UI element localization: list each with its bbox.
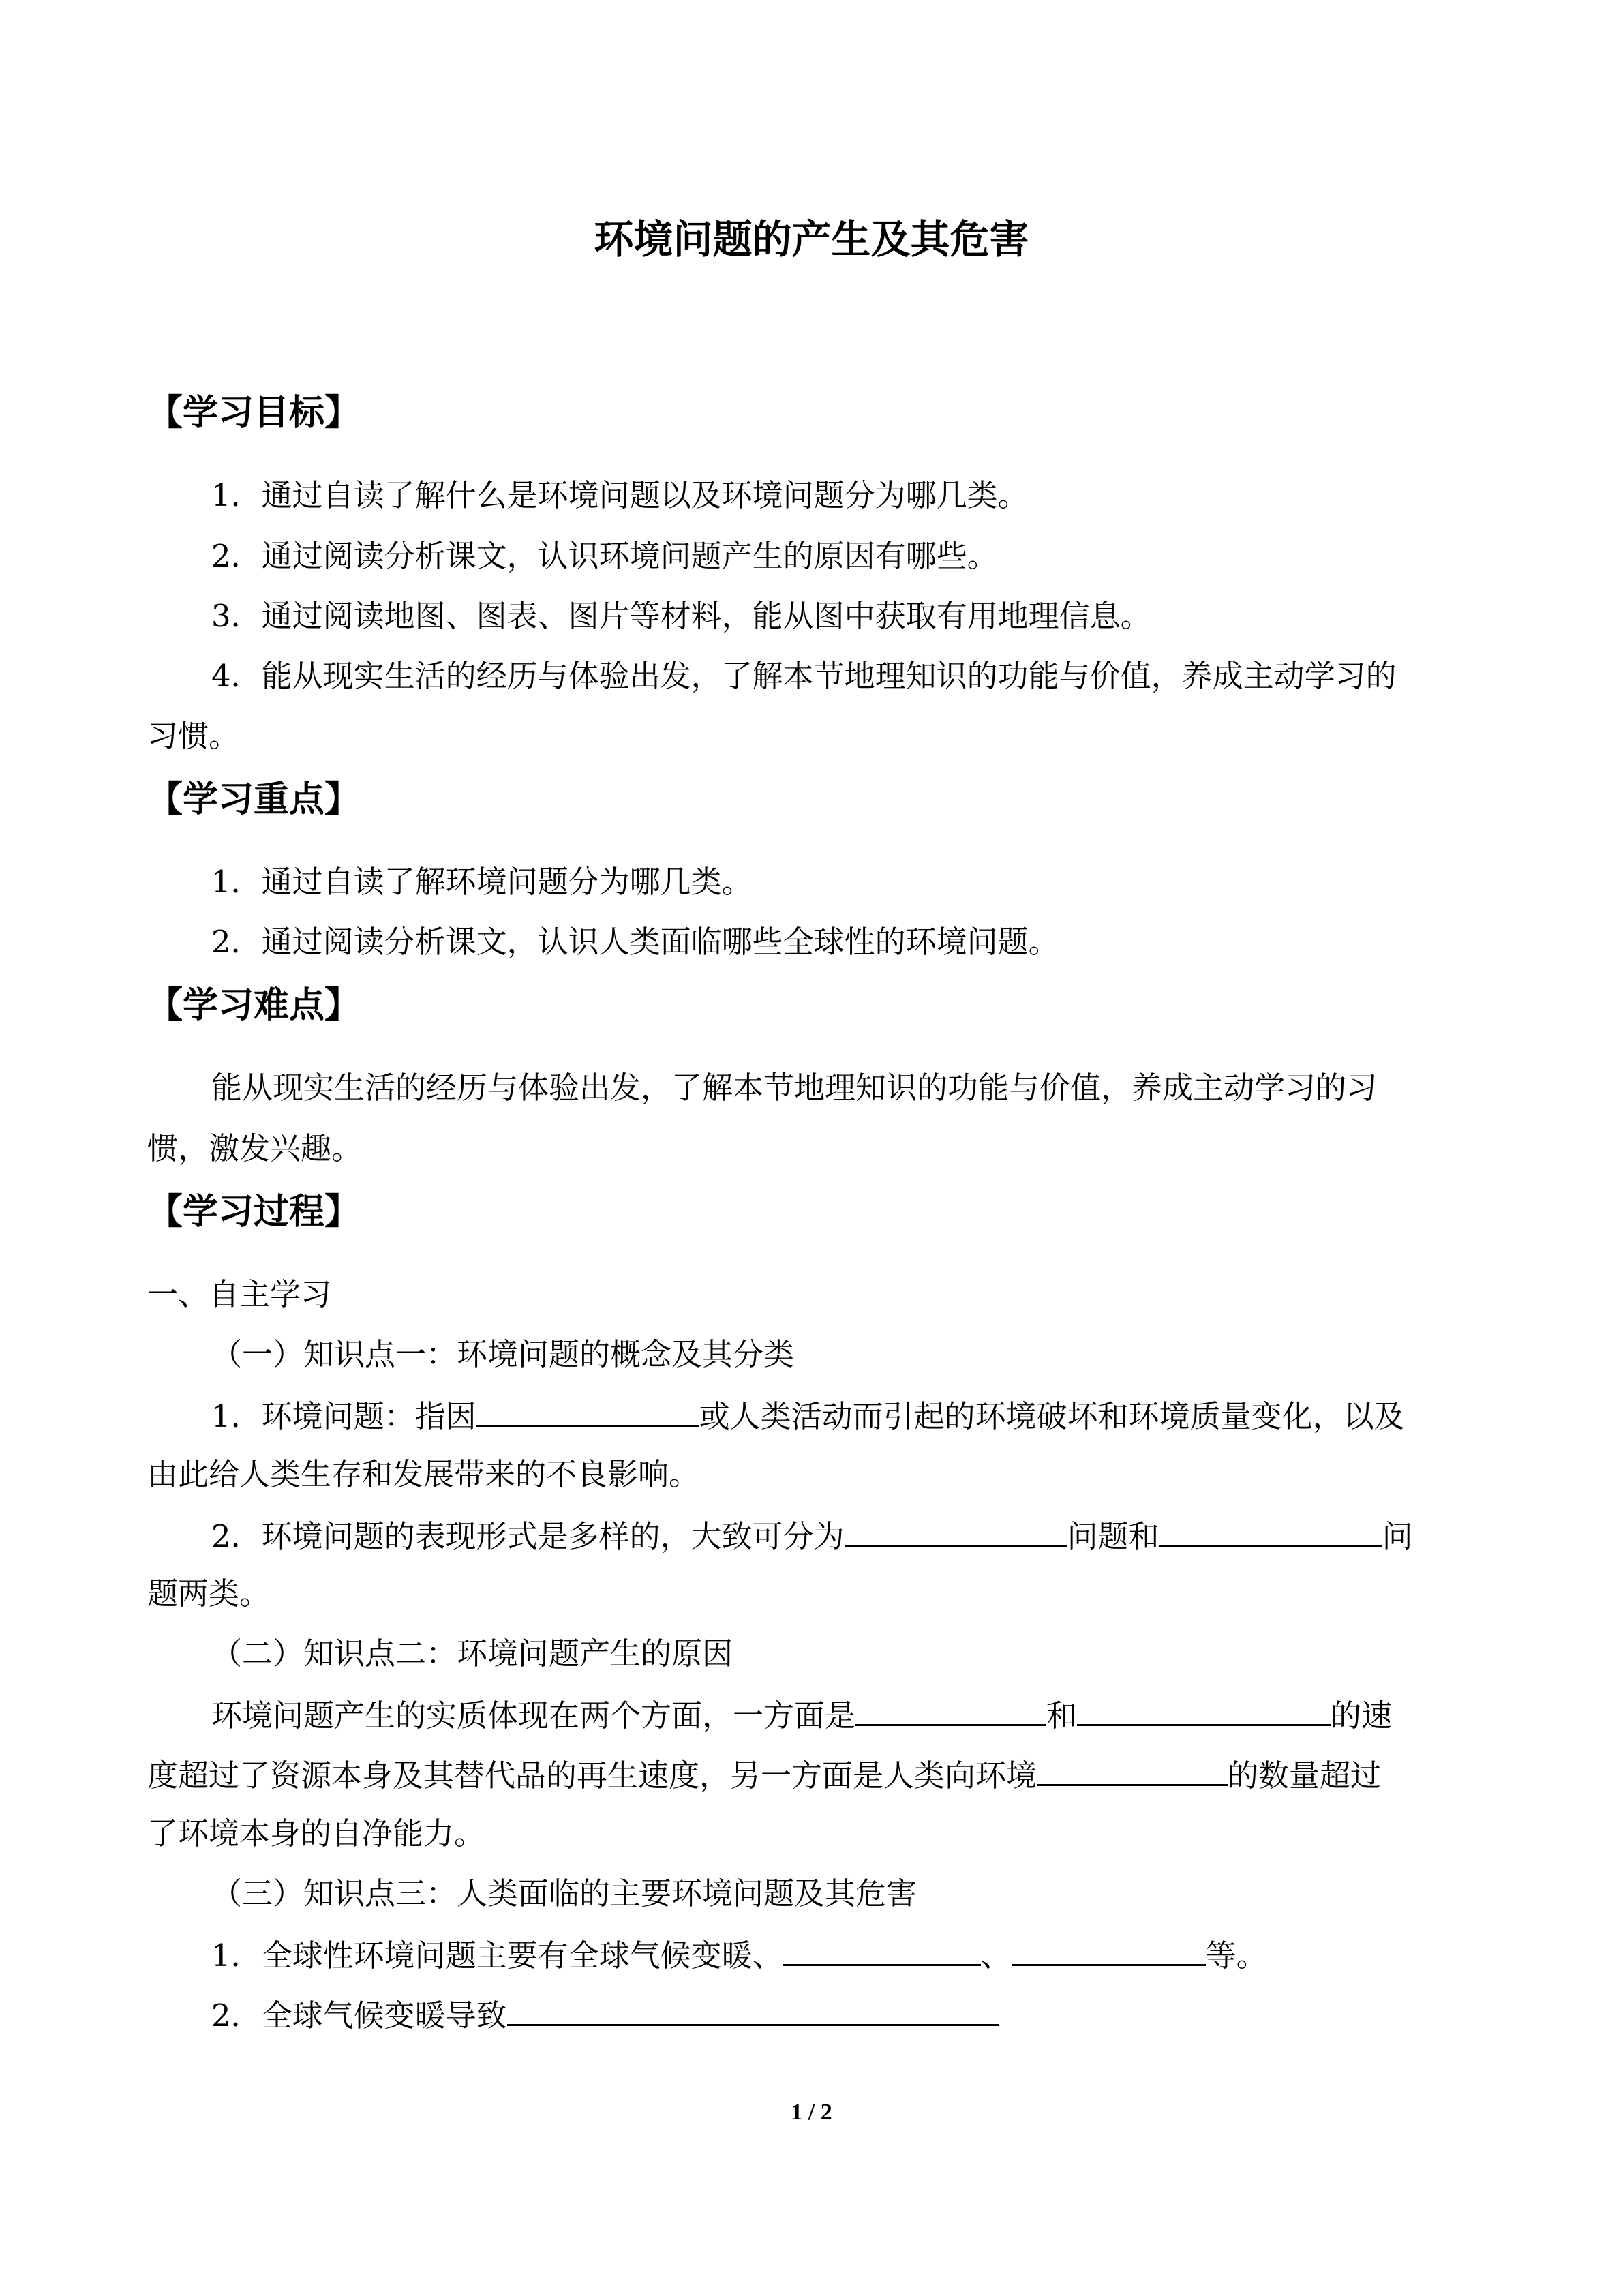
fill-blank-discharge[interactable]: [1037, 1750, 1228, 1786]
kp1-question-2: [211, 1511, 1413, 1560]
page-number: 1 / 2: [791, 2100, 832, 2125]
kp2-line-3: 了环境本身的自净能力。: [147, 1815, 485, 1852]
kp1-title: （一）知识点一：环境问题的概念及其分类: [211, 1336, 795, 1372]
kp3-question-2: [211, 1990, 999, 2040]
kp1-q1-suffix: 或人类活动而引起的环境破坏和环境质量变化，以及: [699, 1398, 1405, 1434]
difficulties-heading: 【学习难点】: [147, 985, 361, 1026]
kp3-q1-prefix: 1．全球性环境问题主要有全球气候变暖、: [211, 1937, 783, 1974]
fill-blank-warming-effect[interactable]: [507, 1990, 999, 2026]
fill-blank-resource-2[interactable]: [1077, 1690, 1331, 1726]
kp3-q1-sep: 、: [980, 1937, 1012, 1974]
kp3-title: （三）知识点三：人类面临的主要环境问题及其危害: [211, 1875, 917, 1912]
objectives-heading: 【学习目标】: [147, 393, 361, 434]
document-title: 环境问题的产生及其危害: [594, 216, 1029, 262]
kp3-question-1: [211, 1930, 1267, 1980]
difficulty-line-2: 惯，激发兴趣。: [147, 1130, 363, 1166]
kp3-q2-prefix: 2．全球气候变暖导致: [211, 1997, 507, 2034]
objective-item-3: 3．通过阅读地图、图表、图片等材料，能从图中获取有用地理信息。: [211, 598, 1151, 634]
key-point-item-1: 1．通过自读了解环境问题分为哪几类。: [211, 864, 753, 900]
kp2-l2-suffix: 的数量超过: [1228, 1757, 1382, 1794]
objective-item-4: 4．能从现实生活的经历与体验出发，了解本节地理知识的功能与价值，养成主动学习的: [211, 658, 1397, 694]
kp2-l2-prefix: 度超过了资源本身及其替代品的再生速度，另一方面是人类向环境: [147, 1757, 1037, 1794]
key-points-heading: 【学习重点】: [147, 779, 361, 820]
kp2-line-1: [211, 1690, 1392, 1740]
kp3-q1-end: 等。: [1205, 1937, 1267, 1974]
objective-item-1: 1．通过自读了解什么是环境问题以及环境问题分为哪几类。: [211, 477, 1029, 513]
objective-item-4-cont: 习惯。: [147, 718, 240, 754]
kp2-l1-mid: 和: [1046, 1697, 1078, 1734]
kp2-line-2: [147, 1750, 1381, 1800]
process-heading: 【学习过程】: [147, 1192, 361, 1233]
fill-blank-global-issue-2[interactable]: [1012, 1930, 1206, 1966]
kp1-q1-prefix: 1．环境问题：指因: [211, 1398, 476, 1434]
kp1-question-1-cont: 由此给人类生存和发展带来的不良影响。: [147, 1456, 700, 1492]
kp2-title: （二）知识点二：环境问题产生的原因: [211, 1635, 733, 1672]
difficulty-line-1: 能从现实生活的经历与体验出发，了解本节地理知识的功能与价值，养成主动学习的习: [211, 1070, 1378, 1106]
kp1-q2-mid: 问题和: [1067, 1518, 1159, 1554]
kp1-question-2-cont: 题两类。: [147, 1575, 271, 1612]
objective-item-2: 2．通过阅读分析课文，认识环境问题产生的原因有哪些。: [211, 538, 998, 574]
kp1-q2-end: 问: [1382, 1518, 1413, 1554]
key-point-item-2: 2．通过阅读分析课文，认识人类面临哪些全球性的环境问题。: [211, 924, 1059, 960]
fill-blank-category-2[interactable]: [1159, 1511, 1382, 1547]
fill-blank-resource-1[interactable]: [855, 1690, 1046, 1726]
section-self-study: 一、自主学习: [147, 1276, 332, 1312]
kp2-l1-prefix: 环境问题产生的实质体现在两个方面，一方面是: [211, 1697, 856, 1734]
fill-blank-global-issue-1[interactable]: [783, 1930, 981, 1966]
fill-blank-cause[interactable]: [476, 1391, 699, 1427]
kp1-question-1: [211, 1391, 1405, 1440]
kp2-l1-end: 的速: [1331, 1697, 1393, 1734]
fill-blank-category-1[interactable]: [845, 1511, 1067, 1547]
kp1-q2-prefix: 2．环境问题的表现形式是多样的，大致可分为: [211, 1518, 845, 1554]
